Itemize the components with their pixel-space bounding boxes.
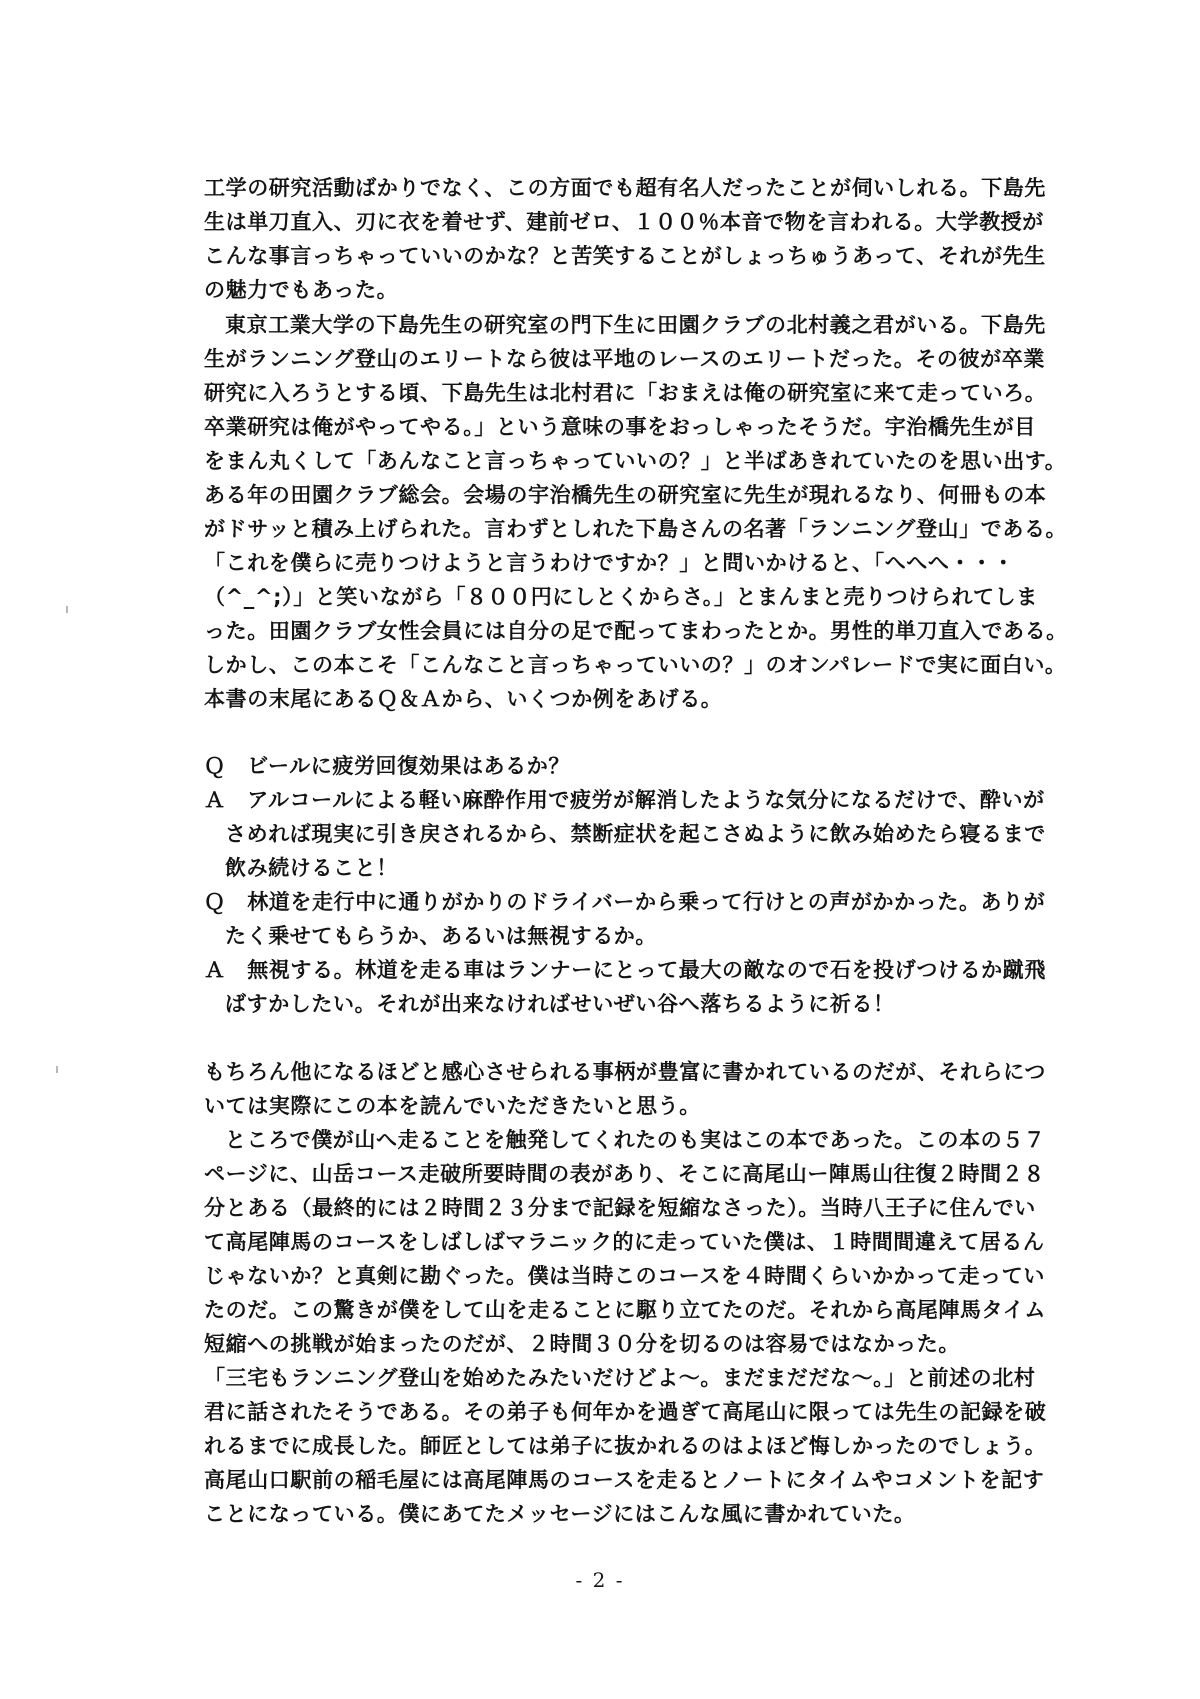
text-line: れるまでに成長した。師匠としては弟子に抜かれるのはよほど悔しかったのでしょう。	[204, 1434, 1047, 1458]
text-line: もちろん他になるほどと感心させられる事柄が豊富に書かれているのだが、それらにつ	[204, 1060, 1046, 1084]
text-line: 生がランニング登山のエリートなら彼は平地のレースのエリートだった。その彼が卒業	[204, 347, 1045, 371]
text-line: 短縮への挑戦が始まったのだが、２時間３０分を切るのは容易ではなかった。	[204, 1332, 960, 1356]
text-line: の魅力でもあった。	[204, 278, 399, 302]
text-line: 工学の研究活動ばかりでなく、この方面でも超有名人だったことが伺いしれる。下島先	[204, 176, 1046, 200]
qa-question: Ｑ 林道を走行中に通りがかりのドライバーから乗って行けとの声がかかった。ありが	[204, 890, 1046, 914]
text-line: 「これを僕らに売りつけようと言うわけですか？」と問いかけると、「へへへ・・・	[204, 551, 1015, 575]
text-line: いては実際にこの本を読んでいただきたいと思う。	[204, 1094, 701, 1118]
text-line: 本書の末尾にあるＱ＆Ａから、いくつか例をあげる。	[204, 687, 723, 711]
text-line: て高尾陣馬のコースをしばしばマラニック的に走っていた僕は、１時間間違えて居るん	[204, 1230, 1045, 1254]
text-line: った。田園クラブ女性会員には自分の足で配ってまわったとか。男性的単刀直入である。	[204, 619, 1068, 643]
text-line: （^_^;）」と笑いながら「８００円にしとくからさ。」とまんまと売りつけられてしま	[204, 585, 1038, 609]
text-line: しかし、この本こそ「こんなこと言っちゃっていいの？」のオンパレードで実に面白い。	[204, 653, 1067, 677]
text-line: ことになっている。僕にあてたメッセージにはこんな風に書かれていた。	[204, 1502, 916, 1526]
qa-answer-continued: ばすかしたい。それが出来なければせいぜい谷へ落ちるように祈る！	[225, 992, 895, 1016]
text-line: たのだ。この驚きが僕をして山を走ることに駆り立てたのだ。それから高尾陣馬タイム	[204, 1298, 1046, 1322]
text-line: ページに、山岳コース走破所要時間の表があり、そこに高尾山ー陣馬山往復２時間２８	[204, 1162, 1045, 1186]
text-line: こんな事言っちゃっていいのかな？と苦笑することがしょっちゅうあって、それが先生	[204, 244, 1046, 268]
text-line: 高尾山口駅前の稲毛屋には高尾陣馬のコースを走るとノートにタイムやコメントを記す	[204, 1468, 1045, 1492]
qa-question: Ｑ ビールに疲労回復効果はあるか？	[204, 754, 570, 778]
text-line: 東京工業大学の下島先生の研究室の門下生に田園クラブの北村義之君がいる。下島先	[225, 313, 1046, 337]
text-line: 生は単刀直入、刃に衣を着せず、建前ゼロ、１００％本音で物を言われる。大学教授が	[204, 210, 1044, 234]
text-line: 分とある（最終的には２時間２３分まで記録を短縮なさった）。当時八王子に住んでい	[204, 1196, 1036, 1220]
scan-speck	[56, 1066, 58, 1073]
text-line: 卒業研究は俺がやってやる。」という意味の事をおっしゃったそうだ。宇治橋先生が目	[204, 415, 1036, 439]
qa-answer-continued: さめれば現実に引き戻されるから、禁断症状を起こさぬように飲み始めたら寝るまで	[225, 822, 1046, 846]
page-number: - 2 -	[575, 1568, 625, 1592]
text-line: 研究に入ろうとする頃、下島先生は北村君に「おまえは俺の研究室に来て走っていろ。	[204, 381, 1047, 405]
text-line: をまん丸くして「あんなこと言っちゃっていいの？」と半ばあきれていたのを思い出す。	[204, 449, 1067, 473]
qa-answer: Ａ アルコールによる軽い麻酔作用で疲労が解消したような気分になるだけで、酔いが	[204, 788, 1045, 812]
text-line: ある年の田園クラブ総会。会場の宇治橋先生の研究室に先生が現れるなり、何冊もの本	[204, 483, 1047, 507]
text-line: ところで僕が山へ走ることを触発してくれたのも実はこの本であった。この本の５７	[225, 1128, 1046, 1152]
text-line: 「三宅もランニング登山を始めたみたいだけどよ～。まだまだだな～。」と前述の北村	[204, 1366, 1036, 1390]
text-line: じゃないか？と真剣に勘ぐった。僕は当時このコースを４時間くらいかかって走ってい	[204, 1264, 1045, 1288]
text-line: 君に話されたそうである。その弟子も何年かを過ぎて高尾山に限っては先生の記録を破	[204, 1400, 1047, 1424]
qa-answer: Ａ 無視する。林道を走る車はランナーにとって最大の敵なので石を投げつけるか蹴飛	[204, 958, 1046, 982]
text-line: がドサッと積み上げられた。言わずとしれた下島さんの名著「ランニング登山」である。	[204, 517, 1068, 541]
scan-speck	[66, 606, 68, 613]
qa-answer-continued: 飲み続けること！	[225, 856, 398, 880]
qa-question-continued: たく乗せてもらうか、あるいは無視するか。	[225, 924, 657, 948]
